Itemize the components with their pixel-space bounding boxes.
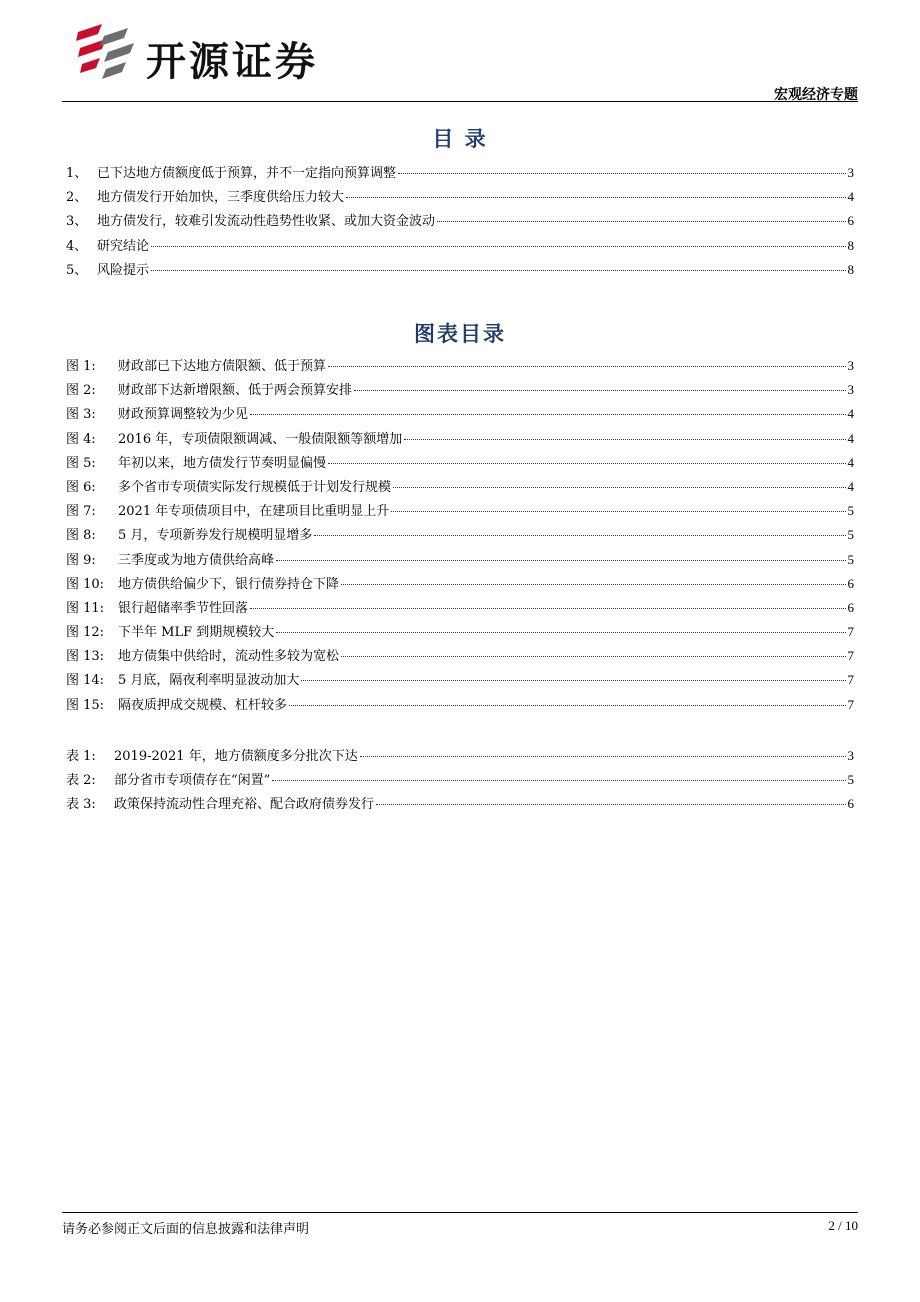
dot-leader (393, 487, 845, 488)
entry-number: 图 6: (66, 479, 96, 495)
entry-label: 隔夜质押成交规模、杠杆较多 (118, 697, 288, 713)
toc-entry[interactable] (66, 210, 854, 234)
brand-logo (76, 22, 356, 84)
toc-entry[interactable] (66, 162, 854, 186)
toc-entry[interactable] (66, 235, 854, 259)
toc-entry[interactable] (66, 621, 854, 645)
entry-page-number: 7 (847, 672, 854, 688)
toc-entry[interactable] (66, 428, 854, 452)
entry-page-number: 4 (847, 406, 854, 422)
entry-number: 图 9: (66, 552, 96, 568)
brand-name: 开源证券 (146, 39, 318, 85)
page-header (0, 0, 920, 105)
entry-label: 年初以来，地方债发行节奏明显偏慢 (118, 455, 327, 471)
toc-entry[interactable] (66, 769, 854, 793)
toc-entry[interactable] (66, 403, 854, 427)
entry-number: 图 5: (66, 455, 96, 471)
entry-page-number: 4 (847, 454, 854, 470)
entry-number: 2、 (66, 190, 88, 206)
entry-page-number: 8 (847, 261, 854, 277)
dot-leader (354, 390, 845, 391)
toc-entry[interactable] (66, 745, 854, 769)
entry-number: 3、 (66, 214, 88, 230)
tables-list (66, 745, 854, 818)
entry-page-number: 7 (847, 648, 854, 664)
entry-label: 2016 年，专项债限额调减、一般债限额等额增加 (118, 431, 403, 447)
entry-page-number: 7 (847, 696, 854, 712)
entry-page-number: 5 (847, 527, 854, 543)
dot-leader (272, 780, 845, 781)
entry-label: 财政预算调整较为少见 (118, 407, 249, 423)
toc-entry[interactable] (66, 645, 854, 669)
entry-label: 地方债发行，较难引发流动性趋势性收紧、或加大资金波动 (97, 214, 436, 230)
entry-label: 5 月底，隔夜利率明显波动加大 (118, 673, 300, 689)
entry-label: 政策保持流动性合理充裕、配合政府债券发行 (114, 797, 375, 813)
entry-label: 2019-2021 年，地方债额度多分批次下达 (114, 749, 358, 764)
entry-label: 下半年 MLF 到期规模较大 (118, 625, 275, 641)
brand-mark-icon (76, 22, 140, 82)
toc-entry[interactable] (66, 452, 854, 476)
dot-leader (151, 270, 845, 271)
entry-number: 图 13: (66, 649, 105, 665)
toc-entry[interactable] (66, 549, 854, 573)
entry-page-number: 6 (847, 796, 854, 812)
entry-number: 表 2: (66, 773, 96, 789)
entry-number: 表 3: (66, 797, 96, 813)
dot-leader (328, 366, 845, 367)
figures-list (66, 355, 854, 718)
entry-number: 图 3: (66, 407, 96, 423)
dot-leader (398, 173, 845, 174)
entry-page-number: 7 (847, 624, 854, 640)
entry-number: 图 14: (66, 673, 105, 689)
toc-list (66, 162, 854, 283)
document-type: 宏观经济专题 (774, 87, 858, 103)
page-indicator: 2 / 10 (828, 1218, 858, 1233)
entry-page-number: 5 (847, 551, 854, 567)
toc-title: 目 录 (432, 126, 488, 151)
entry-number: 图 2: (66, 383, 96, 399)
footer-divider (62, 1212, 858, 1213)
entry-number: 图 7: (66, 504, 96, 520)
dot-leader (437, 221, 845, 222)
entry-page-number: 4 (847, 478, 854, 494)
entry-number: 图 4: (66, 431, 96, 447)
entry-number: 图 10: (66, 576, 105, 592)
entry-label: 2021 年专项债项目中，在建项目比重明显上升 (118, 504, 390, 520)
dot-leader (289, 705, 845, 706)
dot-leader (301, 680, 845, 681)
toc-entry[interactable] (66, 524, 854, 548)
header-divider (62, 101, 858, 102)
toc-entry[interactable] (66, 259, 854, 283)
entry-page-number: 5 (847, 772, 854, 788)
toc-entry[interactable] (66, 597, 854, 621)
entry-number: 图 15: (66, 697, 105, 713)
dot-leader (404, 439, 845, 440)
entry-page-number: 6 (847, 599, 854, 615)
entry-number: 图 11: (66, 600, 105, 616)
dot-leader (391, 511, 845, 512)
entry-number: 图 1: (66, 359, 96, 374)
dot-leader (376, 804, 845, 805)
entry-label: 地方债发行开始加快，三季度供给压力较大 (97, 190, 345, 206)
entry-page-number: 6 (847, 575, 854, 591)
entry-label: 三季度或为地方债供给高峰 (118, 552, 275, 568)
dot-leader (341, 656, 845, 657)
entry-label: 地方债集中供给时，流动性多较为宽松 (118, 649, 340, 665)
entry-label: 多个省市专项债实际发行规模低于计划发行规模 (118, 479, 392, 495)
dot-leader (314, 535, 845, 536)
entry-label: 财政部已下达地方债限额、低于预算 (118, 359, 327, 374)
dot-leader (346, 197, 845, 198)
entry-label: 风险提示 (97, 262, 150, 278)
toc-entry[interactable] (66, 500, 854, 524)
dot-leader (250, 608, 845, 609)
dot-leader (276, 632, 845, 633)
entry-page-number: 3 (847, 748, 854, 763)
toc-entry[interactable] (66, 669, 854, 693)
entry-label: 研究结论 (97, 238, 150, 254)
toc-entry[interactable] (66, 793, 854, 817)
entry-page-number: 3 (847, 165, 854, 180)
entry-label: 已下达地方债额度低于预算，并不一定指向预算调整 (97, 166, 397, 181)
figures-title: 图表目录 (414, 321, 506, 346)
dot-leader (276, 560, 845, 561)
entry-page-number: 6 (847, 213, 854, 229)
footer-disclaimer: 请务必参阅正文后面的信息披露和法律声明 (62, 1222, 310, 1237)
entry-page-number: 5 (847, 503, 854, 519)
entry-page-number: 3 (847, 382, 854, 398)
entry-label: 财政部下达新增限额、低于两会预算安排 (118, 383, 353, 399)
entry-number: 图 8: (66, 528, 96, 544)
dot-leader (328, 463, 845, 464)
entry-label: 5 月，专项新券发行规模明显增多 (118, 528, 313, 544)
entry-number: 图 12: (66, 625, 105, 641)
entry-label: 部分省市专项债存在“闲置” (114, 773, 271, 789)
dot-leader (341, 584, 845, 585)
dot-leader (250, 414, 845, 415)
entry-label: 地方债供给偏少下，银行债券持仓下降 (118, 576, 340, 592)
dot-leader (360, 756, 846, 757)
entry-page-number: 4 (847, 430, 854, 446)
entry-page-number: 4 (847, 189, 854, 205)
entry-label: 银行超储率季节性回落 (118, 600, 249, 616)
toc-entry[interactable] (66, 476, 854, 500)
toc-entry[interactable] (66, 694, 854, 718)
entry-number: 4、 (66, 238, 88, 254)
entry-page-number: 3 (847, 358, 854, 373)
toc-entry[interactable] (66, 379, 854, 403)
entry-number: 1、 (66, 166, 88, 181)
entry-page-number: 8 (847, 237, 854, 253)
toc-entry[interactable] (66, 573, 854, 597)
dot-leader (151, 246, 845, 247)
toc-entry[interactable] (66, 186, 854, 210)
toc-entry[interactable] (66, 355, 854, 379)
entry-number: 5、 (66, 262, 88, 278)
entry-number: 表 1: (66, 749, 96, 764)
